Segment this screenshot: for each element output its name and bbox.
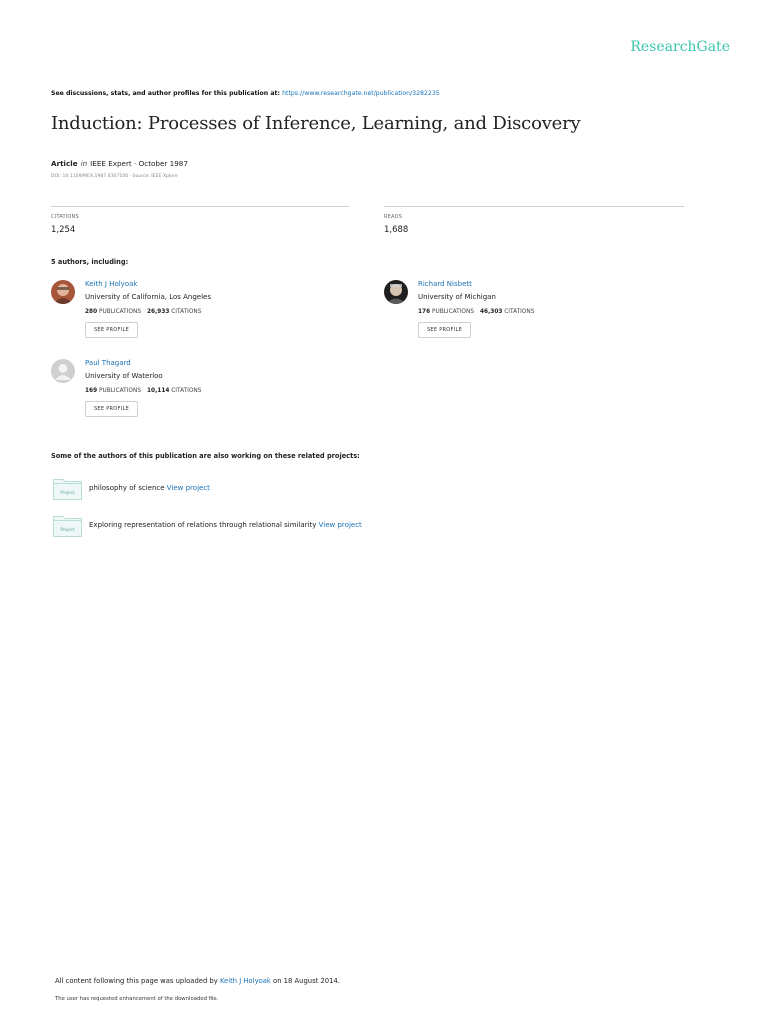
view-project-link[interactable]: View project <box>318 521 362 529</box>
reads-label: READS <box>384 214 403 220</box>
author-name-link[interactable]: Richard Nisbett <box>418 280 472 288</box>
avatar[interactable] <box>51 359 75 383</box>
project-folder-icon <box>53 478 82 500</box>
citations-word: CITATIONS <box>171 309 202 315</box>
in-word: in <box>80 159 88 168</box>
authors-heading: 5 authors, including: <box>51 258 129 266</box>
project-folder-icon <box>53 515 82 537</box>
author-name-link[interactable]: Keith J Holyoak <box>85 280 138 288</box>
projects-heading: Some of the authors of this publication are also working on these related projects: <box>51 452 360 460</box>
see-profile-button[interactable]: SEE PROFILE <box>85 322 138 338</box>
publication-type: Article <box>51 159 78 168</box>
author-name-link[interactable]: Paul Thagard <box>85 359 131 367</box>
see-discussions-text: See discussions, stats, and author profiles for this publication at: <box>51 90 280 97</box>
project-folder-label: Project <box>60 527 75 532</box>
author-stats <box>418 309 534 315</box>
publications-word: PUBLICATIONS <box>431 309 475 315</box>
see-profile-button[interactable]: SEE PROFILE <box>418 322 471 338</box>
citations-count: 26,933 <box>147 309 170 315</box>
upload-note <box>55 977 340 985</box>
project-folder-label: Project <box>60 490 75 495</box>
project-name: philosophy of science <box>89 484 165 492</box>
uploader-link[interactable]: Keith J Holyoak <box>219 977 271 985</box>
publication-meta <box>51 159 188 168</box>
upload-prefix: All content following this page was uploaded by <box>55 977 218 985</box>
citations-label: CITATIONS <box>51 214 79 220</box>
author-affiliation: University of Waterloo <box>85 372 163 380</box>
citations-count: 46,303 <box>480 309 503 315</box>
researchgate-logo[interactable]: ResearchGate <box>630 39 730 55</box>
see-discussions-line <box>51 90 440 97</box>
upload-suffix: on 18 August 2014. <box>273 977 340 985</box>
citations-word: CITATIONS <box>504 309 535 315</box>
author-affiliation: University of Michigan <box>418 293 496 301</box>
publications-word: PUBLICATIONS <box>98 309 142 315</box>
publication-url-link[interactable]: https://www.researchgate.net/publication/3282235 <box>282 90 440 97</box>
publication-title: Induction: Processes of Inference, Learning, and Discovery <box>51 113 581 134</box>
avatar[interactable] <box>51 280 75 304</box>
publications-word: PUBLICATIONS <box>98 388 142 394</box>
citations-count: 10,114 <box>147 388 170 394</box>
author-affiliation: University of California, Los Angeles <box>85 293 212 301</box>
project-name: Exploring representation of relations through relational similarity <box>89 521 317 529</box>
citations-word: CITATIONS <box>171 388 202 394</box>
author-stats <box>85 388 201 394</box>
avatar[interactable] <box>384 280 408 304</box>
author-stats <box>85 309 201 315</box>
venue-date: IEEE Expert · October 1987 <box>90 159 188 168</box>
reads-divider <box>384 206 684 207</box>
citations-value: 1,254 <box>51 225 76 235</box>
project-text <box>89 521 362 529</box>
reads-value: 1,688 <box>384 225 409 235</box>
enhancement-note: The user has requested enhancement of the downloaded file. <box>55 996 219 1002</box>
publications-count: 280 <box>85 309 98 315</box>
publications-count: 169 <box>85 388 98 394</box>
project-text <box>89 484 210 492</box>
see-profile-button[interactable]: SEE PROFILE <box>85 401 138 417</box>
doi-source: DOI: 10.1109/MEX.1987.4307100 · Source: IEEE Xplore <box>51 174 178 179</box>
view-project-link[interactable]: View project <box>166 484 210 492</box>
publications-count: 176 <box>418 309 431 315</box>
citations-divider <box>51 206 349 207</box>
